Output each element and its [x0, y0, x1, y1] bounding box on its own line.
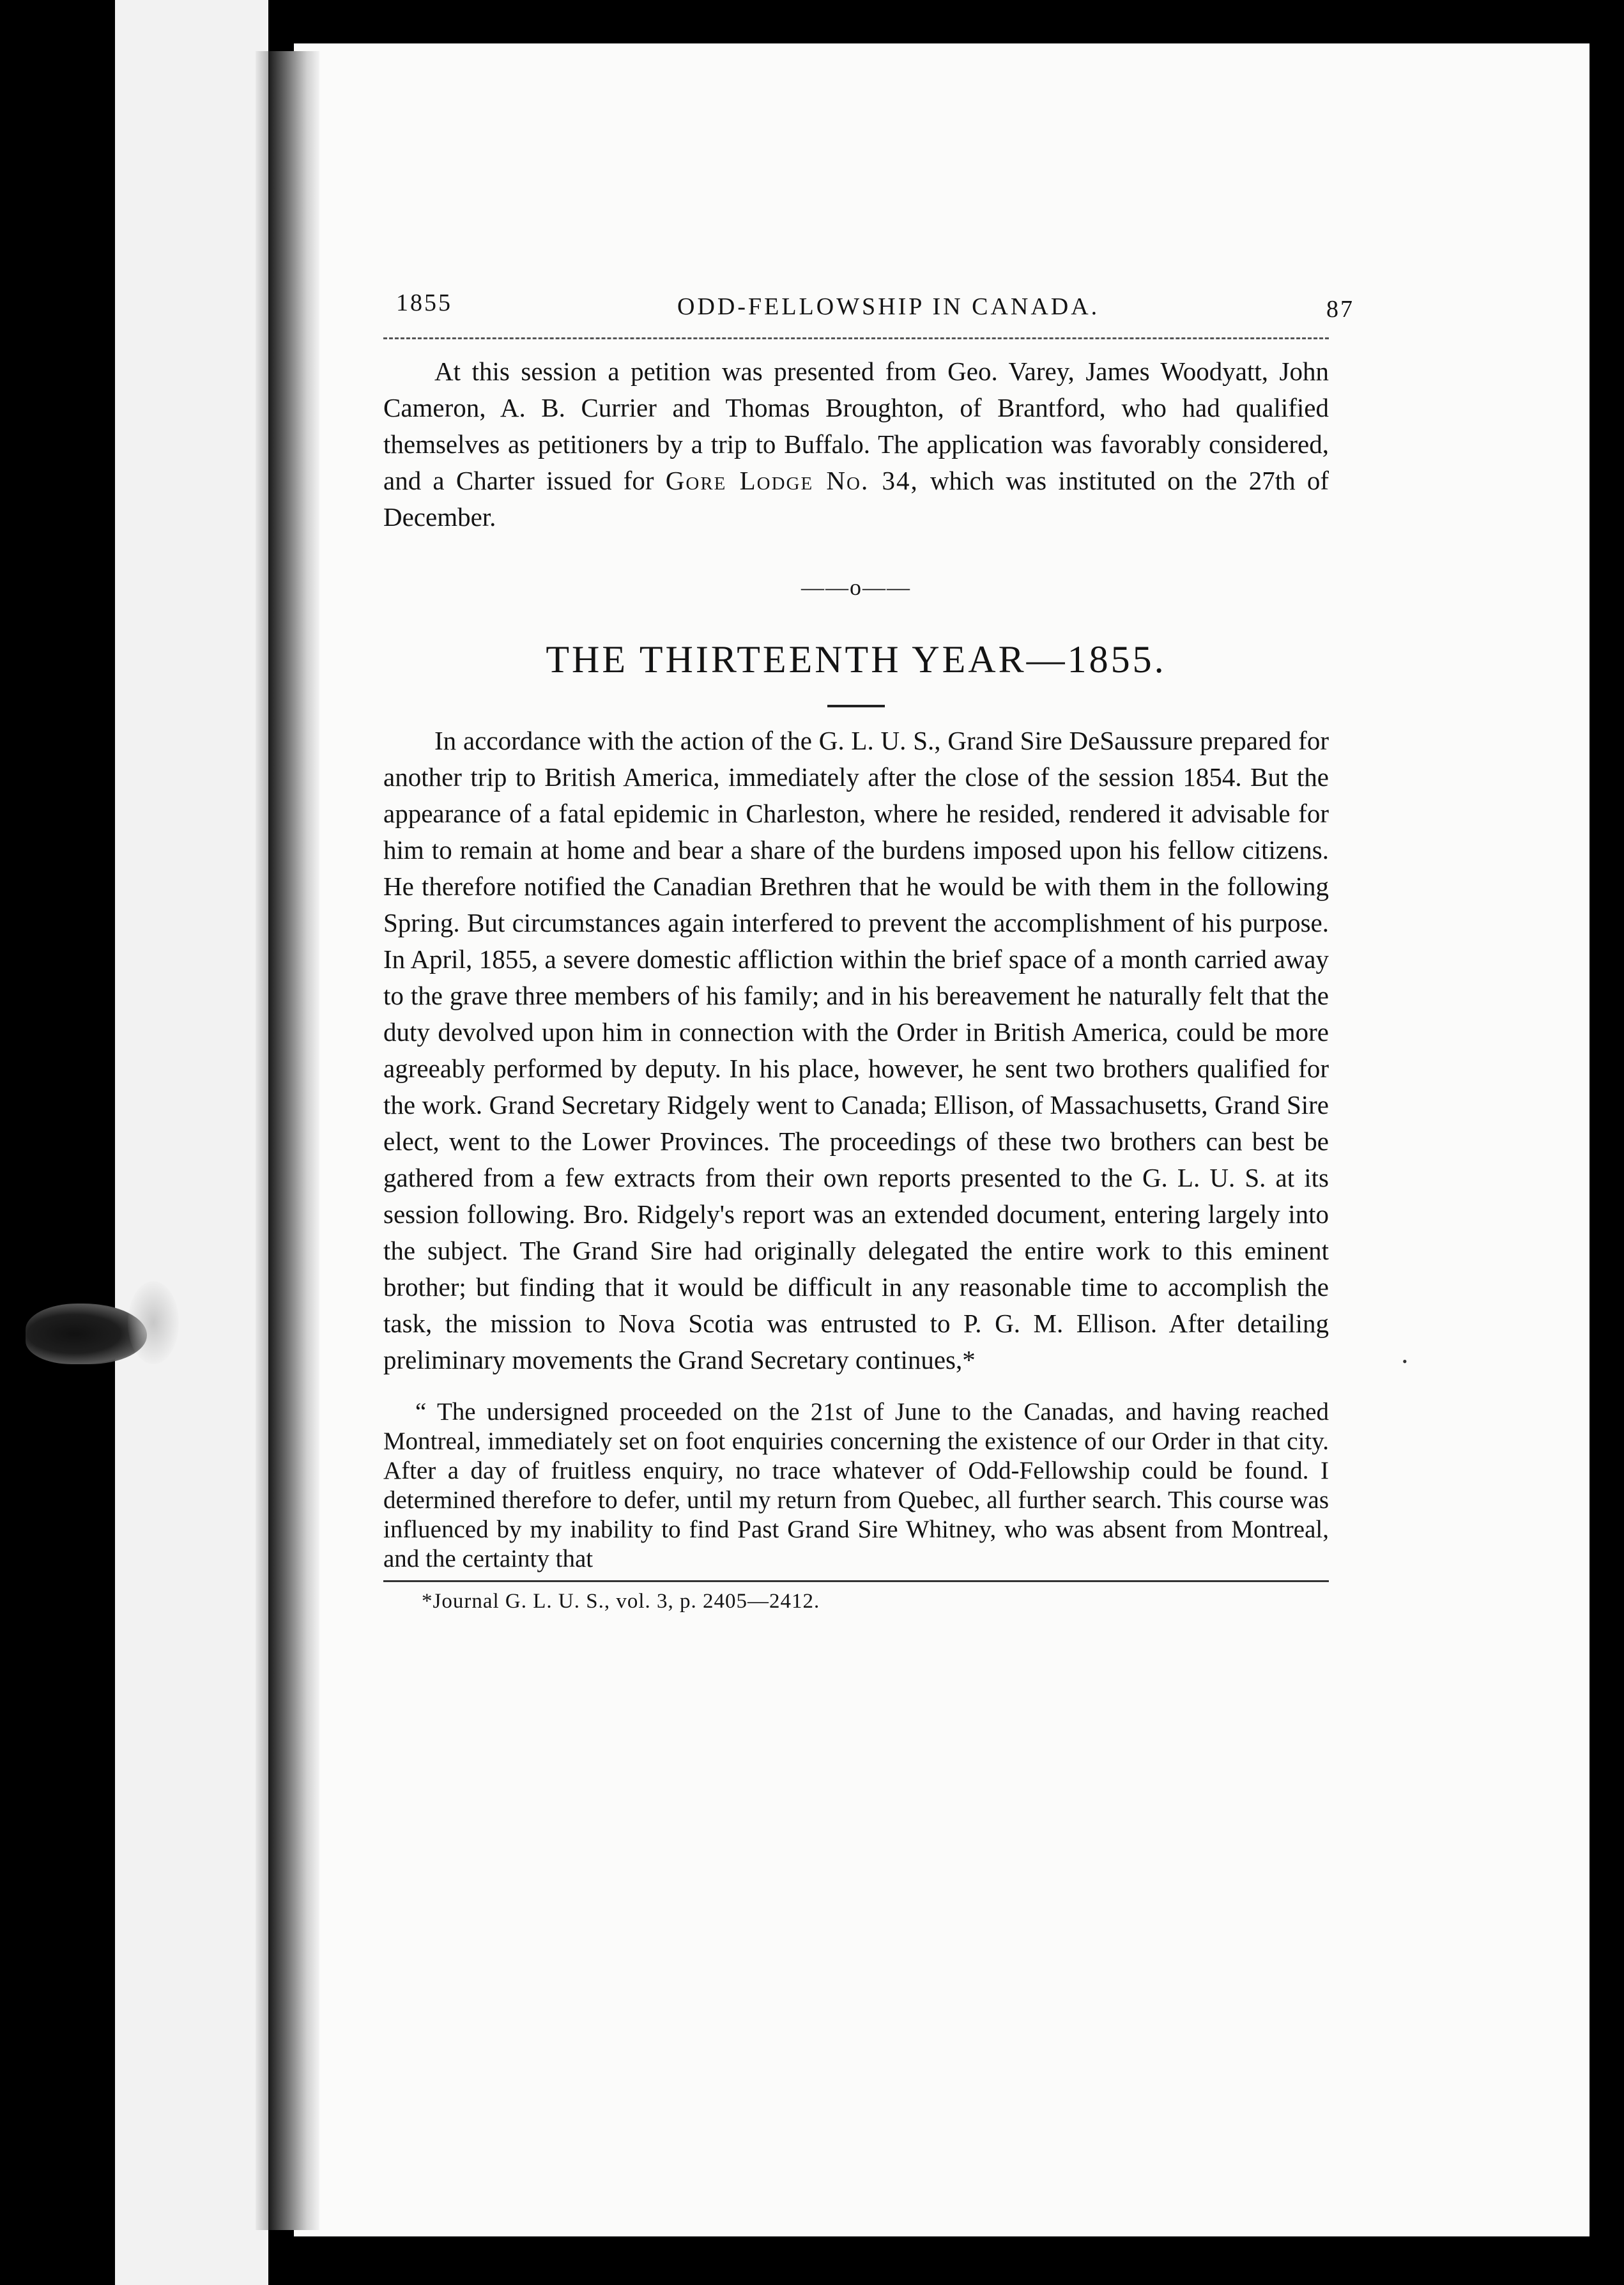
footnote: *Journal G. L. U. S., vol. 3, p. 2405—2412.	[422, 1590, 820, 1613]
intro-paragraph	[383, 353, 1329, 535]
page-content	[383, 281, 1354, 1613]
ink-smudge	[128, 1281, 179, 1364]
page-number: 87	[1326, 296, 1354, 323]
running-head-title: ODD-FELLOWSHIP IN CANADA.	[677, 293, 1100, 320]
header-rule	[383, 337, 1329, 339]
gutter-shadow	[268, 51, 319, 2230]
heading-rule	[827, 705, 885, 707]
running-head-year: 1855	[396, 289, 452, 316]
running-head	[383, 281, 1354, 332]
facing-page-edge	[115, 0, 268, 2285]
footnote-rule	[383, 1580, 1329, 1582]
intro-text-1: At this session a petition was presented from Geo. Varey, James Woodyatt, John Cameron, A. B. Currier and Thomas Broughton, of Brantford, who had qualified themselves as petitioners by a trip to Buffalo. The application was favorably considered, and a Charter issued for	[383, 357, 1329, 495]
intro-text-2: which was instituted on the 27th of December.	[383, 466, 1329, 532]
section-heading: THE THIRTEENTH YEAR—1855.	[546, 638, 1167, 681]
body-paragraph: In accordance with the action of the G. L. U. S., Grand Sire DeSaussure prepared for another trip to British America, immediately after the close of the session 1854. But the appearance of a fatal epidemic in Charleston, where he resided, rendered it advisable for him to remain at home and bear a share of the burdens imposed upon his fellow citizens. He therefore notified the Canadian Brethren that he would be with them in the following Spring. But circumstances again interfered to prevent the accomplishment of his purpose. In April, 1855, a severe domestic affliction within the brief space of a month carried away to the grave three members of his family; and in his bereavement he naturally felt that the duty devolved upon him in connection with the Order in British America, could be more agreeably performed by deputy. In his place, however, he sent two brothers qualified for the work. Grand Secretary Ridgely went to Canada; Ellison, of Massachusetts, Grand Sire elect, went to the Lower Provinces. The proceedings of these two brothers can best be gathered from a few extracts from their own reports presented to the G. L. U. S. at its session following. Bro. Ridgely's report was an extended document, entering largely into the subject. The Grand Sire had originally delegated the entire work to this eminent brother; but finding that it would be difficult in any reasonable time to accomplish the task, the mission to Nova Scotia was entrusted to P. G. M. Ellison. After detailing preliminary movements the Grand Secretary continues,*	[383, 726, 1329, 1374]
section-ornament: ——o——	[801, 574, 911, 600]
quotation-paragraph: “ The undersigned proceeded on the 21st of June to the Canadas, and having reached Montreal, immediately set on foot enquiries concerning the existence of our Order in that city. After a day of fruitless enquiry, no trace whatever of Odd-Fellowship could be found. I determined therefore to defer, until my return from Quebec, all further search. This course was influenced by my inability to find Past Grand Sire Whitney, who was absent from Montreal, and the certainty that	[383, 1398, 1329, 1573]
margin-dot: •	[1402, 1353, 1407, 1369]
lodge-name: Gore Lodge No. 34,	[665, 466, 919, 495]
